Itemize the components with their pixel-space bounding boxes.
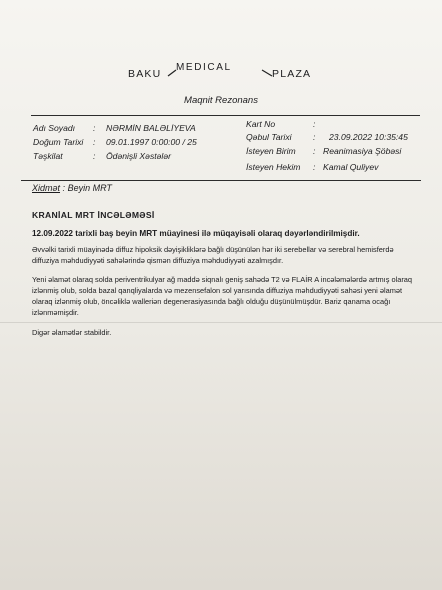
patient-info-block <box>31 115 420 178</box>
org-separator: : <box>93 151 96 161</box>
brand-word-center: MEDICAL <box>176 62 232 73</box>
doctor-separator: : <box>313 162 316 172</box>
org-value: Ödənişli Xəstələr <box>106 151 171 161</box>
reception-label: Qəbul Tarixi <box>246 132 292 142</box>
findings-paragraph-2: Yeni əlamət olaraq solda periventrikulyar ağ maddə siqnalı geniş sahədə T2 və FLAİR A incələmələrdə artmış olaraq izlənmiş olub, solda bazal qanqliyalarda və mezensefalon sol yarısında diffuziya məhdudiyyəti sahəsi yeni əlamət olaraq izlənmiş olub, öncəliklə walleriən degenerasiyasında bağlı olduğu düşünülmüşdür. Bariz qanama ocağı izlənməmişdir. <box>32 275 413 317</box>
doctor-value: Kamal Quliyev <box>323 162 379 172</box>
report-subject: KRANİAL MRT İNCƏLƏMƏSİ <box>32 210 155 220</box>
name-separator: : <box>93 123 96 133</box>
info-bottom-rule <box>21 180 421 181</box>
card-label: Kart No <box>246 119 276 129</box>
name-value: NƏRMİN BALƏLİYEVA <box>106 123 196 133</box>
dob-separator: : <box>93 137 96 147</box>
brand-word-left: BAKU <box>128 68 162 80</box>
reception-value: 23.09.2022 10:35:45 <box>329 132 408 142</box>
findings-paragraph-3: Digər əlamətlər stabildir. <box>32 328 112 337</box>
brand-word-right: PLAZA <box>272 68 312 80</box>
unit-value: Reanimasiya Şöbəsi <box>323 146 402 156</box>
card-separator: : <box>313 119 316 129</box>
unit-separator: : <box>313 146 316 156</box>
service-label: Xidmət <box>32 183 61 193</box>
name-label: Adı Soyadı <box>33 123 76 133</box>
report-intro: 12.09.2022 tarixli baş beyin MRT müayinesi ilə müqayisəli olaraq dəyərləndirilmişdir. <box>32 229 360 238</box>
department-title: Maqnit Rezonans <box>184 95 258 106</box>
service-line <box>32 183 112 193</box>
dob-label: Doğum Tarixi <box>33 137 84 147</box>
org-label: Təşkilat <box>33 151 63 161</box>
findings-paragraph-1: Əvvəlki tarixli müayinədə diffuz hipoksik dəyişikliklərə bağlı düşünülən hər iki serebellar və serebral hemisferdə diffuziya məhdudiyyəti sahələrində qismən diffuziya məhdudiyyəti azalmışdır. <box>32 245 394 265</box>
doctor-label: İsteyen Hekim <box>246 162 301 172</box>
service-value: Beyin MRT <box>67 183 112 193</box>
dob-value: 09.01.1997 0:00:00 / 25 <box>106 137 197 147</box>
service-separator: : <box>62 183 66 193</box>
clinic-logo <box>0 56 442 88</box>
reception-separator: : <box>313 132 316 142</box>
unit-label: İsteyen Birim <box>246 146 296 156</box>
paper-fold-line <box>0 322 442 323</box>
